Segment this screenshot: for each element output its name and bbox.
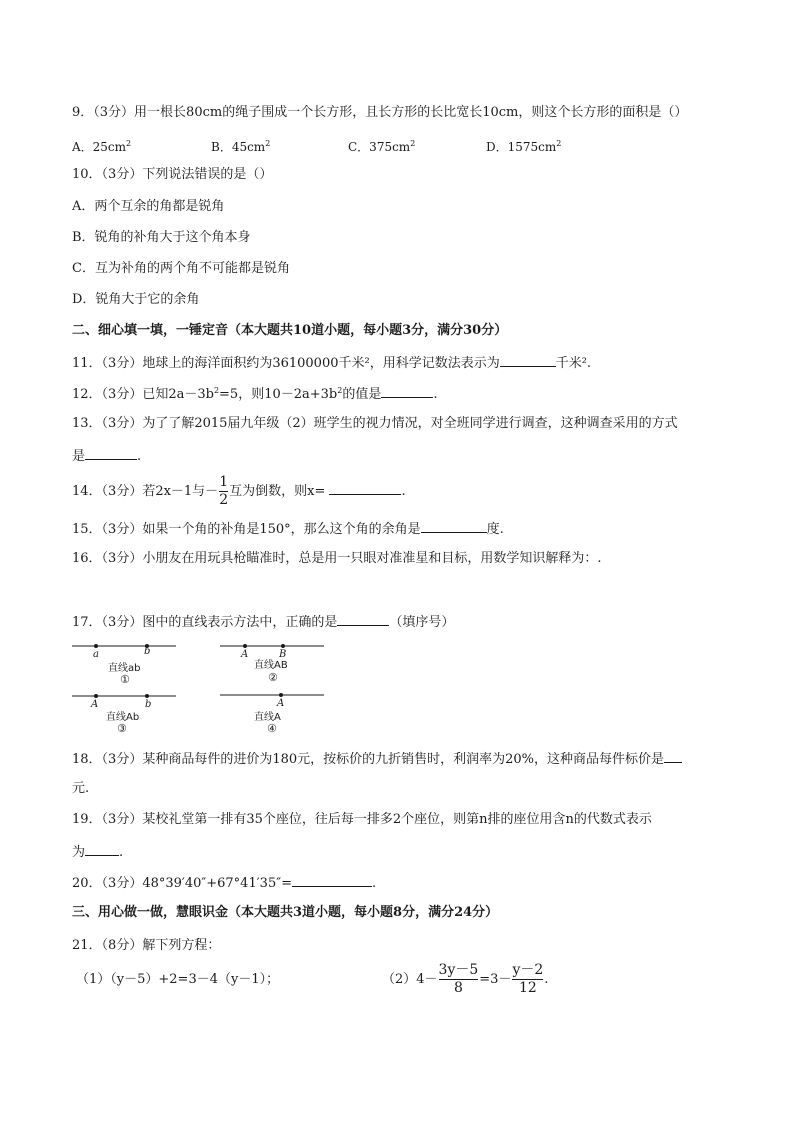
question-10-stem: 10．（3分）下列说法错误的是（） (72, 167, 273, 182)
question-9-stem: 9．（3分）用一根长80cm的绳子围成一个长方形，且长方形的长比宽长10cm，则这个长方形的面积是（） (72, 105, 688, 120)
fig2-number: ② (268, 671, 278, 684)
q15-text-before: 15．（3分）如果一个角的补角是150°，那么这个角的余角是 (72, 522, 421, 537)
q12-text-mid: =5，则10－2a+3b (219, 387, 338, 402)
q18-answer-blank[interactable] (664, 750, 682, 763)
fig3-point-1 (94, 694, 98, 698)
section-2-heading: 二、细心填一填，一锤定音（本大题共10道小题，每小题3分，满分30分） (72, 323, 508, 338)
q9-option-a: A．$25cm^2$ (72, 139, 132, 154)
fig1-point-1 (94, 644, 98, 648)
fig1-point1-label: a (93, 649, 99, 660)
q18-text: 18．（3分）某种商品每件的进价为180元，按标价的九折销售时，利润率为20%，这种商品每件标价是 (72, 752, 665, 767)
q13-text-after: . (137, 449, 142, 464)
q12-sup1: 2 (213, 386, 220, 395)
q9-option-c: C．$375cm^2$ (348, 139, 416, 154)
fig3-caption: 直线Ab (106, 712, 140, 723)
question-13-line1: 13．（3分）为了了解2015届九年级（2）班学生的视力情况，对全班同学进行调查，这种调查采用的方式 (72, 416, 678, 431)
fig3-point1-label: A (91, 699, 99, 710)
q9-option-b: B．$45cm^2$ (211, 139, 271, 154)
q12-text-mid2: 的值是 (342, 387, 382, 402)
q9-option-d: D．$1575cm^2$ (486, 139, 562, 154)
fig4-number: ④ (267, 722, 277, 735)
fig3-number: ③ (117, 722, 127, 735)
q21-equation-2 (382, 956, 548, 1004)
q14-frac-den: 2 (219, 492, 229, 508)
fig2-point-1 (243, 644, 247, 648)
fig2-point1-label: A (241, 649, 249, 660)
q20-text-after: . (371, 876, 377, 891)
q10-option-a: A．两个互余的角都是锐角 (72, 199, 225, 214)
fig4-point-1 (279, 693, 283, 697)
q10-option-d: D．锐角大于它的余角 (72, 292, 200, 307)
q20-answer-blank[interactable] (292, 874, 372, 887)
question-21-stem: 21．（8分）解下列方程： (72, 938, 221, 953)
fig2-caption: 直线AB (254, 660, 288, 671)
q12-text-after: . (433, 387, 438, 402)
q14-text-before: 14．（3分）若2x－1与－ (72, 484, 219, 499)
q21-frac1-num: 3y－5 (438, 962, 479, 978)
q21-eq2-prefix: （2）4－ (382, 972, 438, 987)
question-16: 16．（3分）小朋友在用玩具枪瞄准时，总是用一只眼对准准星和目标，用数学知识解释为：. (72, 551, 602, 566)
q19-answer-blank[interactable] (85, 843, 119, 856)
q15-text-after: 度. (486, 522, 504, 537)
q21-frac1-den: 8 (439, 979, 479, 997)
q20-text-before: 20．（3分）48°39′40″+67°41′35″= (72, 876, 292, 891)
fig1-caption: 直线ab (108, 663, 141, 674)
fig4-point1-label: A (277, 698, 285, 709)
fig2-point2-label: B (279, 649, 287, 660)
question-19-line2 (72, 843, 123, 861)
q21-eq2-mid: =3－ (479, 972, 512, 987)
fig4-caption: 直线A (254, 712, 281, 723)
q14-frac-num: 1 (219, 474, 229, 490)
fig2-point-2 (281, 644, 285, 648)
q11-text-before: 11．（3分）地球上的海洋面积约为36100000千米²，用科学记数法表示为 (72, 356, 500, 371)
fig1-point2-label: b (144, 646, 151, 657)
q10-option-b: B．锐角的补角大于这个角本身 (72, 230, 251, 245)
q21-frac2-den: 12 (512, 979, 543, 997)
fig3-point-2 (145, 694, 149, 698)
question-18-line2: 元. (72, 781, 90, 796)
question-18-line1 (72, 750, 682, 768)
q19-text-after: . (119, 845, 124, 860)
q12-text-before: 12．（3分）已知2a－3b (72, 387, 214, 402)
q21-eq2-fraction-1 (439, 962, 479, 997)
q21-eq2-end: . (544, 972, 549, 987)
q21-equation-1: （1）（y－5）+2=3－4（y－1）； (76, 972, 280, 987)
q17-text-after: （填序号） (389, 615, 455, 630)
question-19-line1: 19．（3分）某校礼堂第一排有35个座位，往后每一排多2个座位，则第n排的座位用含n的代数式表示 (72, 812, 652, 827)
section-3-heading: 三、用心做一做，慧眼识金（本大题共3道小题，每小题8分，满分24分） (72, 905, 499, 920)
q14-text-mid: 互为倒数，则x= (229, 484, 326, 499)
question-20 (72, 874, 376, 892)
q21-eq2-fraction-2 (512, 962, 543, 997)
q19-text-before: 为 (72, 845, 86, 860)
fig1-number: ① (120, 673, 130, 686)
q12-sup2: 2 (337, 386, 343, 395)
q17-text-before: 17．（3分）图中的直线表示方法中，正确的是 (72, 615, 338, 630)
q14-text-after: . (401, 484, 406, 499)
q13-text-before: 是 (72, 449, 86, 464)
q11-text-after: 千米². (555, 356, 592, 371)
fig3-point2-label: b (145, 699, 152, 710)
q21-frac2-num: y－2 (512, 962, 544, 978)
q10-option-c: C．互为补角的两个角不可能都是锐角 (72, 261, 290, 276)
